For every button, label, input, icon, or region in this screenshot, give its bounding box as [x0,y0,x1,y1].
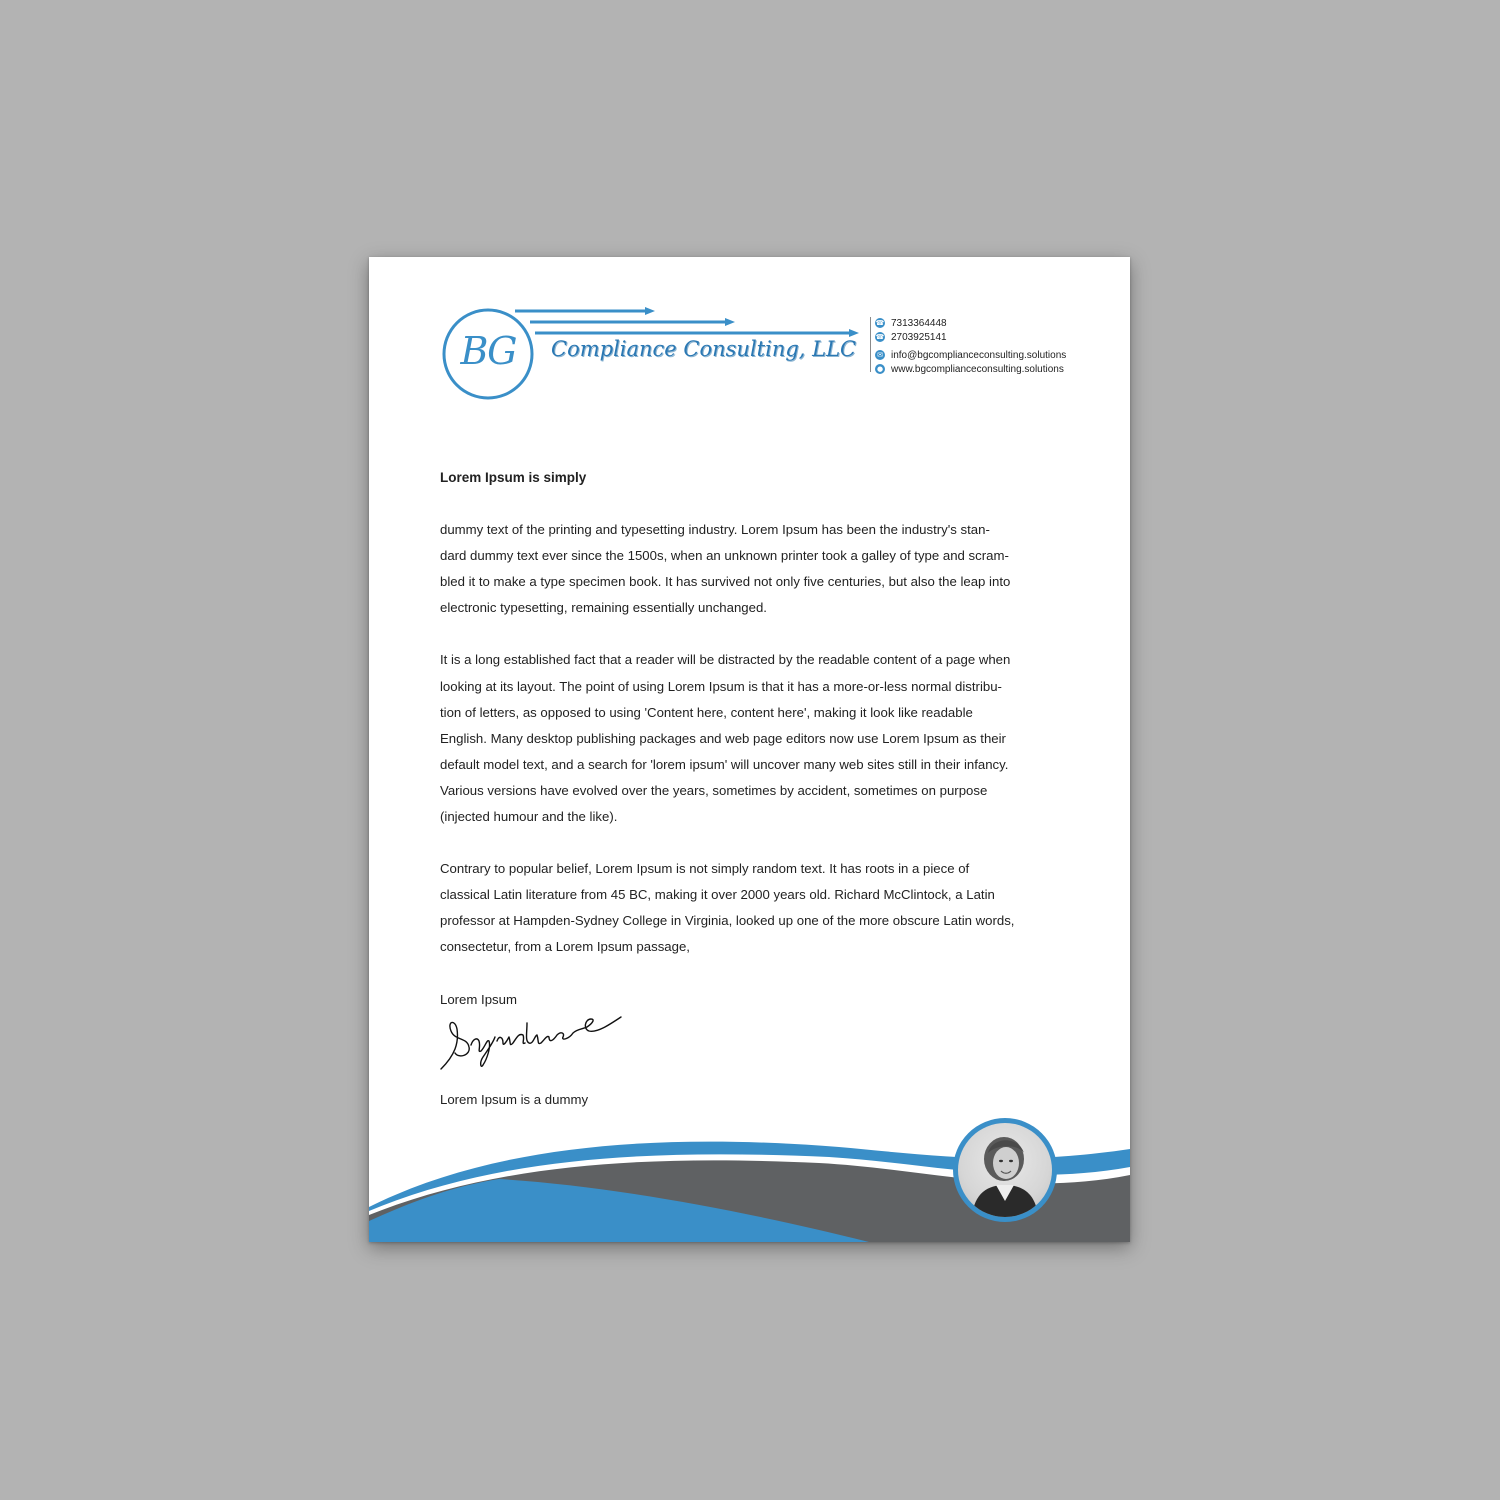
closing-line: Lorem Ipsum [440,991,517,1007]
paragraph-2: It is a long established fact that a reader will be distracted by the readable content of a page when looking at its layout. The point of using Lorem Ipsum is that it has a more-or-less normal distribu- tion of letters, as opposed to using 'Content here, content here', making it look like readable English. Many desktop publishing packages and web page editors now use Lorem Ipsum as their default model text, and a search for 'lorem ipsum' will uncover many web sites still in their infancy. Various versions have evolved over the years, sometimes by accident, sometimes on purpose (injected humour and the like). [440,652,1011,825]
contact-website [875,362,1125,376]
contact-phone-2 [875,330,1125,344]
phone-icon: ☎ [875,333,885,341]
letter-heading: Lorem Ipsum is simply [440,470,587,485]
company-name: Compliance Consulting, LLC [551,337,857,361]
website-text: www.bgcomplianceconsulting.solutions [891,363,1064,375]
letterhead-page [369,257,1130,1242]
globe-icon: ● [876,365,884,373]
contact-phone-1 [875,316,1125,330]
phone-1-text: 7313364448 [891,317,947,329]
signature [437,1007,627,1077]
signer-title: Lorem Ipsum is a dummy [440,1092,589,1107]
portrait-photo [953,1118,1057,1222]
logo-monogram: BG [460,329,516,373]
phone-icon: ☎ [875,319,885,327]
logo-arrows [515,307,859,337]
paragraph-3: Contrary to popular belief, Lorem Ipsum is not simply random text. It has roots in a piece of classical Latin literature from 45 BC, making it over 2000 years old. Richard McClintock, a Latin professor at Hampden-Sydney College in Virginia, looked up one of the more obscure Latin words, consectetur, from a Lorem Ipsum passage, [440,861,1015,955]
portrait-image [958,1123,1052,1217]
letter-body [440,465,1040,1013]
email-icon: ✉ [875,350,885,360]
contact-email [875,348,1125,362]
contact-block [875,316,1125,376]
contact-divider [870,317,871,372]
paragraph-1: dummy text of the printing and typesetting industry. Lorem Ipsum has been the industry's stan- dard dummy text ever since the 1500s, when an unknown printer took a galley of type and scram- bled it to make a type specimen book. It has survived not only five centuries, but also the leap into electronic typesetting, remaining essentially unchanged. [440,522,1011,616]
email-text: info@bgcomplianceconsulting.solutions [891,349,1067,361]
phone-2-text: 2703925141 [891,331,947,343]
